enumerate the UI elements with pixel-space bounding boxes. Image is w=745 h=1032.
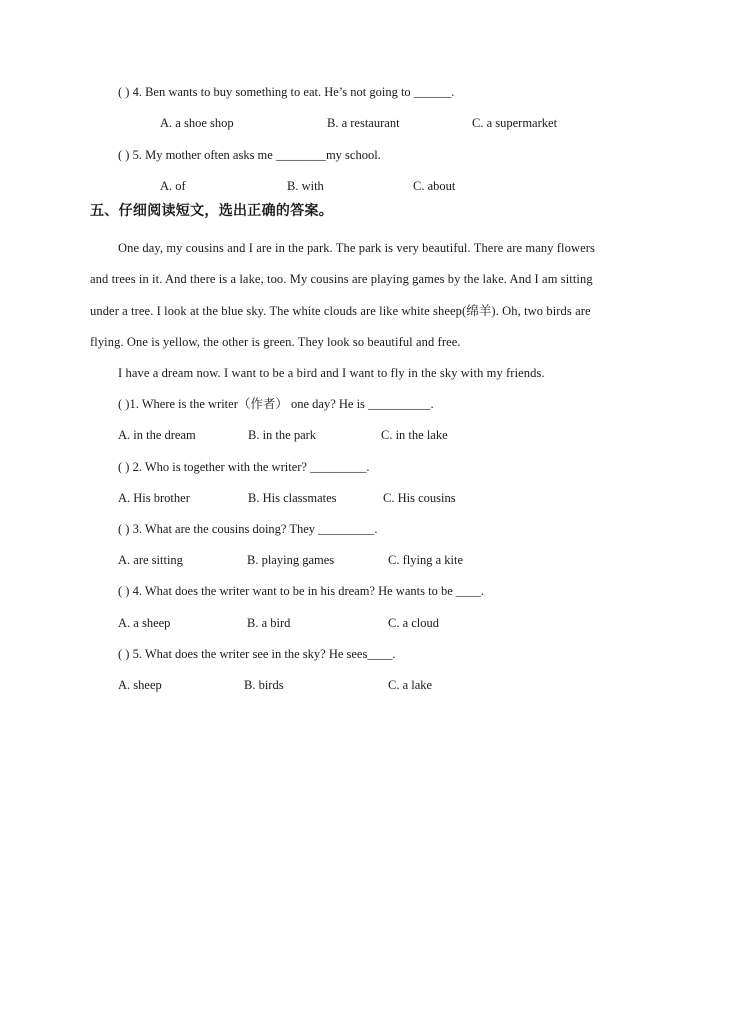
reading-question-1-stem: ( )1. Where is the writer（作者） one day? He is __________. — [118, 397, 434, 411]
reading-question-2-stem: ( ) 2. Who is together with the writer? _________. — [118, 460, 370, 474]
reading-question-4-stem: ( ) 4. What does the writer want to be in his dream? He wants to be ____. — [118, 584, 484, 598]
reading-question-2-option-a: A. His brother — [118, 491, 190, 505]
reading-question-5-stem: ( ) 5. What does the writer see in the sky? He sees____. — [118, 647, 396, 661]
reading-question-2-option-c: C. His cousins — [383, 491, 456, 505]
question-4-stem: ( ) 4. Ben wants to buy something to eat. He’s not going to ______. — [118, 85, 455, 99]
passage-line-5: I have a dream now. I want to be a bird and I want to fly in the sky with my friends. — [118, 366, 545, 380]
passage-line-3: under a tree. I look at the blue sky. The white clouds are like white sheep(绵羊). Oh, two birds are — [90, 304, 591, 318]
question-5-option-c: C. about — [413, 179, 456, 193]
reading-question-3-option-a: A. are sitting — [118, 553, 183, 567]
reading-question-3-option-c: C. flying a kite — [388, 553, 463, 567]
reading-question-5-option-c: C. a lake — [388, 678, 433, 692]
question-4-option-c: C. a supermarket — [472, 116, 558, 130]
question-5-option-b: B. with — [287, 179, 324, 193]
passage-line-4: flying. One is yellow, the other is green. They look so beautiful and free. — [90, 335, 461, 349]
reading-question-4-option-c: C. a cloud — [388, 616, 440, 630]
reading-question-3-option-b: B. playing games — [247, 553, 335, 567]
reading-question-3-stem: ( ) 3. What are the cousins doing? They _________. — [118, 522, 378, 536]
question-4-option-b: B. a restaurant — [327, 116, 400, 130]
reading-question-1-option-a: A. in the dream — [118, 428, 196, 442]
reading-question-5-option-a: A. sheep — [118, 678, 162, 692]
reading-question-4-option-a: A. a sheep — [118, 616, 171, 630]
reading-question-2-option-b: B. His classmates — [248, 491, 337, 505]
reading-question-4-option-b: B. a bird — [247, 616, 291, 630]
passage-line-2: and trees in it. And there is a lake, too. My cousins are playing games by the lake. And I am sitting — [90, 272, 593, 286]
reading-question-1-option-c: C. in the lake — [381, 428, 448, 442]
question-5-stem: ( ) 5. My mother often asks me ________my school. — [118, 148, 381, 162]
question-4-option-a: A. a shoe shop — [160, 116, 234, 130]
question-5-option-a: A. of — [160, 179, 186, 193]
reading-question-1-option-b: B. in the park — [248, 428, 317, 442]
section-heading: 五、仔细阅读短文，选出正确的答案。 — [90, 203, 334, 219]
reading-question-5-option-b: B. birds — [244, 678, 284, 692]
passage-line-1: One day, my cousins and I are in the park. The park is very beautiful. There are many flowers — [118, 241, 595, 255]
